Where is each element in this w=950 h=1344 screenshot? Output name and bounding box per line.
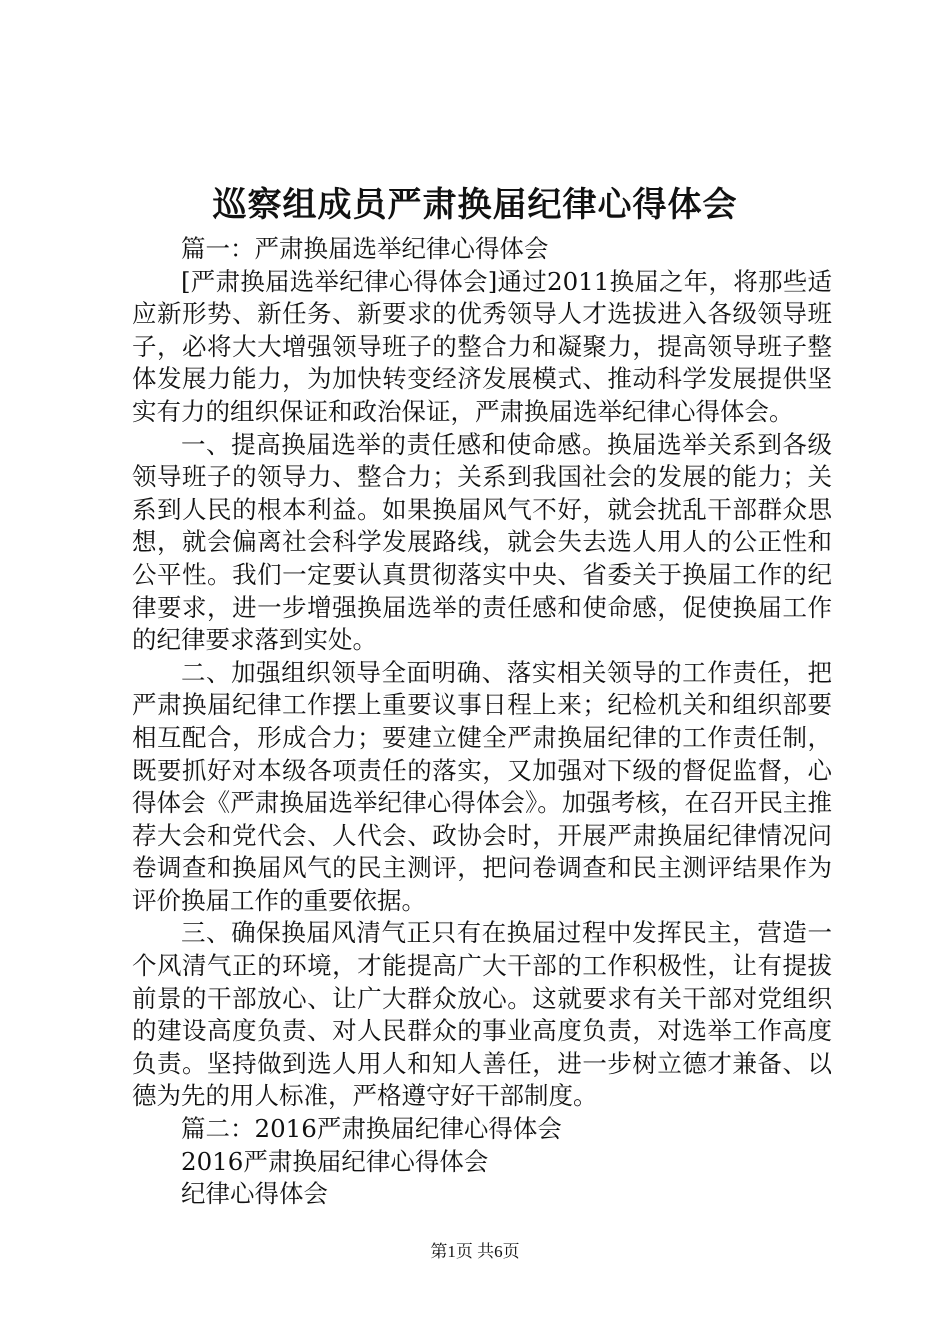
paragraph-intro: [严肃换届选举纪律心得体会]通过2011换届之年，将那些适应新形势、新任务、新要求的优秀领导人才选拔进入各级领导班子，必将大大增强领导班子的整合力和凝聚力，提高领导班子整体发展力能力，为加快转变经济发展模式、推动科学发展提供坚实有力的组织保证和政治保证，严肃换届选举纪律心得体会。 xyxy=(132,266,832,426)
subheading-discipline: 纪律心得体会 xyxy=(181,1179,328,1209)
document-title: 巡察组成员严肃换届纪律心得体会 xyxy=(212,185,738,225)
paragraph-point-3: 三、确保换届风清气正只有在换届过程中发挥民主，营造一个风清气正的环境，才能提高广大干部的工作积极性，让有提拔前景的干部放心、让广大群众放心。这就要求有关干部对党组织的建设高度负责、对人民群众的事业高度负责，对选举工作高度负责。坚持做到选人用人和知人善任，进一步树立德才兼备、以德为先的用人标准，严格遵守好干部制度。 xyxy=(132,918,832,1111)
page-number-footer: 第1页 共6页 xyxy=(430,1242,520,1261)
paragraph-point-2: 二、加强组织领导全面明确、落实相关领导的工作责任，把严肃换届纪律工作摆上重要议事日程上来；纪检机关和组织部要相互配合，形成合力；要建立健全严肃换届纪律的工作责任制，既要抓好对本级各项责任的落实，又加强对下级的督促监督，心得体会《严肃换届选举纪律心得体会》。加强考核，在召开民主推荐大会和党代会、人代会、政协会时，开展严肃换届纪律情况问卷调查和换届风气的民主测评，把问卷调查和民主测评结果作为评价换届工作的重要依据。 xyxy=(132,657,832,915)
paragraph-point-1: 一、提高换届选举的责任感和使命感。换届选举关系到各级领导班子的领导力、整合力；关系到我国社会的发展的能力；关系到人民的根本利益。如果换届风气不好，就会扰乱干部群众思想，就会偏离社会科学发展路线，就会失去选人用人的公正性和公平性。我们一定要认真贯彻落实中央、省委关于换届工作的纪律要求，进一步增强换届选举的责任感和使命感，促使换届工作的纪律要求落到实处。 xyxy=(132,429,832,655)
document-body xyxy=(132,233,832,1211)
subheading-2016: 2016严肃换届纪律心得体会 xyxy=(181,1146,489,1176)
section-heading-1: 篇一：严肃换届选举纪律心得体会 xyxy=(181,234,549,263)
section-heading-2: 篇二：2016严肃换届纪律心得体会 xyxy=(181,1114,562,1144)
